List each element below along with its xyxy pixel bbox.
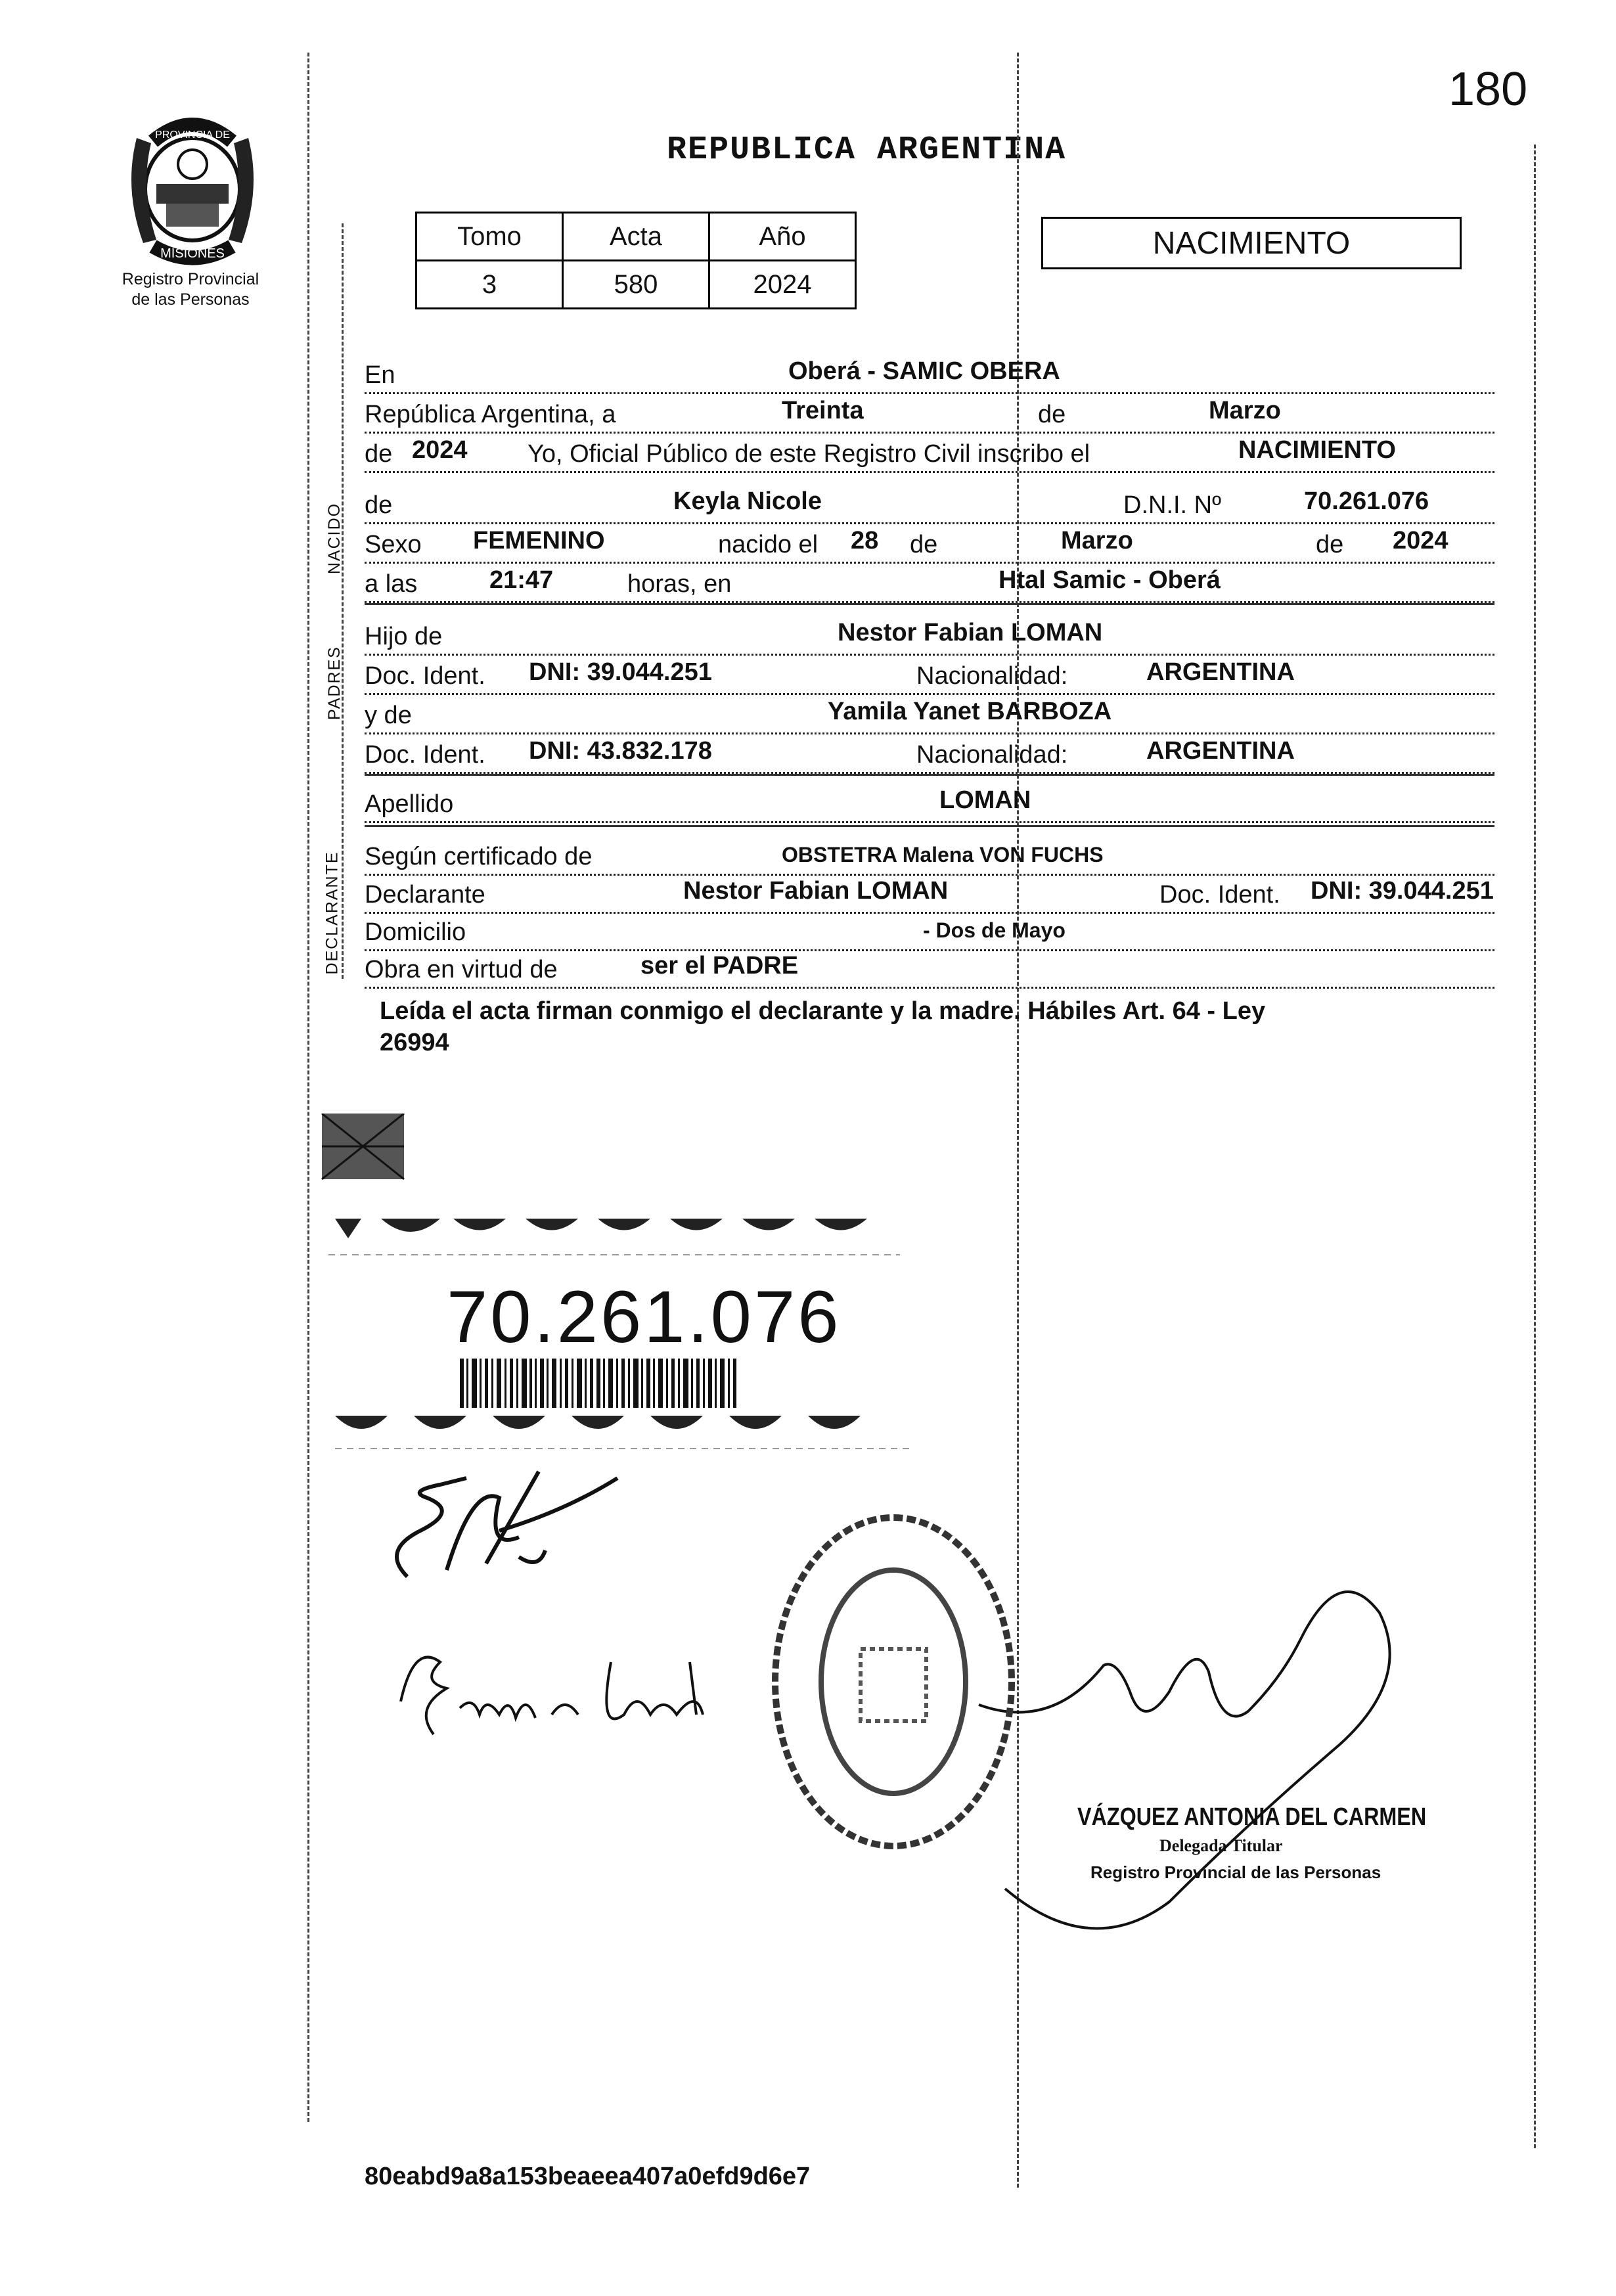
field-year-value: 2024 xyxy=(412,436,468,464)
margin-line-right xyxy=(1534,145,1536,2148)
field-father-doc: DNI: 39.044.251 xyxy=(529,658,712,686)
field-reason-value: ser el PADRE xyxy=(640,952,799,979)
section-divider-nacido xyxy=(365,603,1494,605)
field-child-name: Keyla Nicole xyxy=(673,487,822,515)
field-birth-year: 2024 xyxy=(1393,527,1448,554)
field-mother-nationality: ARGENTINA xyxy=(1146,737,1295,765)
side-label-nacido: NACIDO xyxy=(325,502,344,575)
field-father-nationality: ARGENTINA xyxy=(1146,658,1295,686)
field-row-sex: Sexo FEMENINO nacido el 28 de Marzo de 2024 xyxy=(365,522,1494,564)
field-month-value: Marzo xyxy=(1209,397,1281,424)
barcode-number: 70.261.076 xyxy=(447,1276,842,1358)
section-divider-padres xyxy=(365,774,1494,776)
official-title: Delegada Titular xyxy=(1159,1836,1283,1855)
legal-statement: Leída el acta firman conmigo el declarante y la madre. Hábiles Art. 64 - Ley 26994 xyxy=(380,997,1266,1056)
mother-signature-icon xyxy=(388,1623,755,1754)
country-title: REPUBLICA ARGENTINA xyxy=(667,131,1067,169)
official-stamp-icon xyxy=(755,1498,1031,1866)
margin-line-left xyxy=(307,53,309,2122)
field-declarant-doc: DNI: 39.044.251 xyxy=(1311,877,1494,905)
field-birth-time: 21:47 xyxy=(489,566,554,594)
field-row-en: En Oberá - SAMIC OBERA xyxy=(365,353,1494,394)
field-row-year: de 2024 Yo, Oficial Público de este Registro Civil inscribo el NACIMIENTO xyxy=(365,432,1494,473)
svg-text:PROVINCIA DE: PROVINCIA DE xyxy=(155,129,230,141)
field-row-declarant: Declarante Nestor Fabian LOMAN Doc. Ident. DNI: 39.044.251 xyxy=(365,872,1494,914)
field-sex-value: FEMENINO xyxy=(473,527,605,554)
field-row-address: Domicilio - Dos de Mayo xyxy=(365,910,1494,951)
ref-header-tomo: Tomo xyxy=(416,213,563,261)
field-birth-place: Htal Samic - Oberá xyxy=(999,566,1221,594)
field-row-father: Hijo de Nestor Fabian LOMAN xyxy=(365,614,1494,656)
barcode-icon xyxy=(460,1359,755,1408)
svg-text:MISIONES: MISIONES xyxy=(160,246,225,261)
field-place-value: Oberá - SAMIC OBERA xyxy=(788,357,1060,385)
ref-value-ano: 2024 xyxy=(709,261,856,309)
ref-value-acta: 580 xyxy=(563,261,709,309)
record-type-box: NACIMIENTO xyxy=(1041,217,1462,269)
section-divider-apellido xyxy=(365,825,1494,827)
provincial-emblem-icon xyxy=(117,112,268,266)
field-mother-doc: DNI: 43.832.178 xyxy=(529,737,712,765)
field-row-time: a las 21:47 horas, en Htal Samic - Oberá xyxy=(365,562,1494,603)
security-pattern-bottom-icon xyxy=(335,1409,926,1455)
ref-value-tomo: 3 xyxy=(416,261,563,309)
field-row-surname: Apellido LOMAN xyxy=(365,782,1494,823)
side-label-padres: PADRES xyxy=(325,646,344,720)
security-pattern-icon xyxy=(309,1114,913,1265)
field-row-reason: Obra en virtud de ser el PADRE xyxy=(365,947,1494,989)
field-row-date: República Argentina, a Treinta de Marzo xyxy=(365,392,1494,434)
field-declarant-name: Nestor Fabian LOMAN xyxy=(683,877,949,905)
field-row-father-doc: Doc. Ident. DNI: 39.044.251 Nacionalidad: ARGENTINA xyxy=(365,654,1494,695)
registry-name: Registro Provincial de las Personas xyxy=(122,270,259,309)
official-name: VÁZQUEZ ANTONIA DEL CARMEN xyxy=(1077,1803,1427,1831)
field-surname-value: LOMAN xyxy=(939,786,1031,814)
field-row-name: de Keyla Nicole D.N.I. Nº 70.261.076 xyxy=(365,483,1494,524)
field-row-mother-doc: Doc. Ident. DNI: 43.832.178 Nacionalidad: ARGENTINA xyxy=(365,732,1494,774)
official-organization: Registro Provincial de las Personas xyxy=(1090,1862,1381,1882)
field-address-value: - Dos de Mayo xyxy=(923,918,1066,942)
field-row-certificate: Según certificado de OBSTETRA Malena VON FUCHS xyxy=(365,834,1494,876)
field-father-name: Nestor Fabian LOMAN xyxy=(838,619,1103,646)
declarant-signature-icon xyxy=(368,1458,644,1590)
field-row-mother: y de Yamila Yanet BARBOZA xyxy=(365,693,1494,734)
side-label-declarante: DECLARANTE xyxy=(323,851,342,975)
field-birth-month: Marzo xyxy=(1061,527,1133,554)
ref-header-ano: Año xyxy=(709,213,856,261)
field-mother-name: Yamila Yanet BARBOZA xyxy=(828,698,1112,725)
field-record-kind: NACIMIENTO xyxy=(1238,436,1396,464)
officer-signature-icon xyxy=(972,1560,1432,1954)
field-birth-day: 28 xyxy=(851,527,879,554)
ref-header-acta: Acta xyxy=(563,213,709,261)
field-day-value: Treinta xyxy=(782,397,864,424)
reference-table xyxy=(415,212,857,309)
field-child-dni: 70.261.076 xyxy=(1304,487,1429,515)
document-hash: 80eabd9a8a153beaeea407a0efd9d6e7 xyxy=(365,2163,811,2190)
field-certificate-value: OBSTETRA Malena VON FUCHS xyxy=(782,843,1104,867)
page-number: 180 xyxy=(1448,63,1528,116)
